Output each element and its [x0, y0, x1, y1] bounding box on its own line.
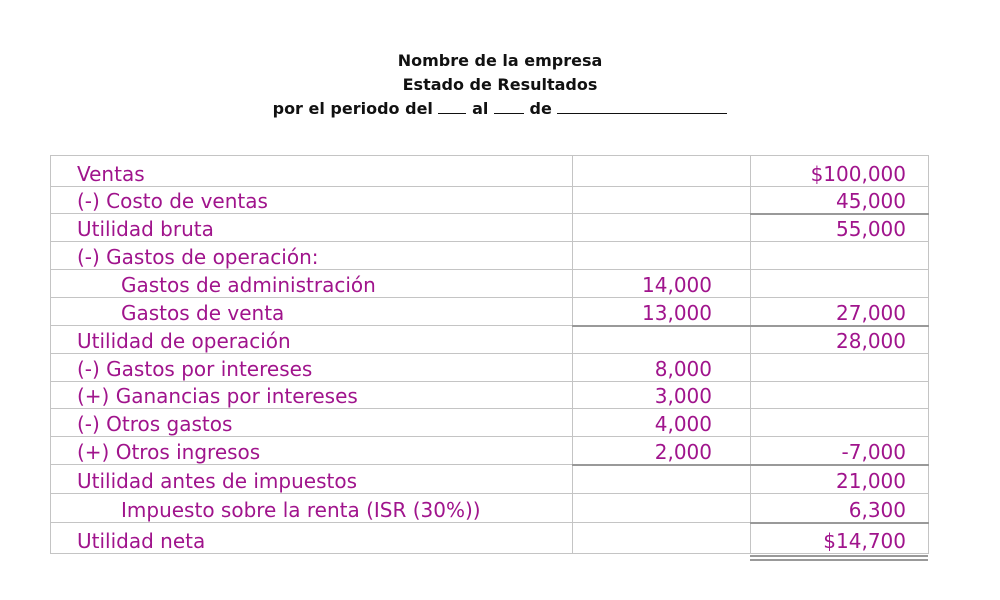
table-row — [51, 270, 929, 298]
row-total-amount: 27,000 — [751, 298, 929, 326]
row-label: (+) Ganancias por intereses — [51, 382, 573, 409]
row-detail-amount: 8,000 — [573, 354, 751, 382]
row-detail-amount — [573, 465, 751, 494]
period-al: al — [472, 99, 489, 118]
table-row — [51, 382, 929, 409]
row-detail-amount: 4,000 — [573, 409, 751, 437]
table-row — [51, 409, 929, 437]
row-label: Utilidad bruta — [51, 214, 573, 242]
row-label: Ventas — [51, 156, 573, 187]
row-label: Utilidad antes de impuestos — [51, 465, 573, 494]
table-row — [51, 242, 929, 270]
row-total-amount — [751, 354, 929, 382]
table-row — [51, 354, 929, 382]
company-name: Nombre de la empresa — [397, 51, 603, 70]
row-total-amount — [751, 409, 929, 437]
row-detail-amount: 3,000 — [573, 382, 751, 409]
row-label: Impuesto sobre la renta (ISR (30%)) — [51, 494, 573, 523]
period-prefix: por el periodo del — [272, 99, 433, 118]
row-label: (-) Otros gastos — [51, 409, 573, 437]
row-label: (-) Costo de ventas — [51, 187, 573, 214]
row-total-amount: -7,000 — [751, 437, 929, 465]
row-total-amount: $14,700 — [751, 523, 929, 554]
double-underline — [750, 555, 928, 561]
row-detail-amount — [573, 156, 751, 187]
row-total-amount — [751, 382, 929, 409]
row-detail-amount — [573, 326, 751, 354]
table-row — [51, 298, 929, 326]
row-detail-amount: 2,000 — [573, 437, 751, 465]
table-row — [51, 465, 929, 494]
row-label: (+) Otros ingresos — [51, 437, 573, 465]
row-total-amount: 45,000 — [751, 187, 929, 214]
row-detail-amount — [573, 494, 751, 523]
table-row — [51, 187, 929, 214]
row-label: Utilidad de operación — [51, 326, 573, 354]
table-row — [51, 156, 929, 187]
table-row — [51, 214, 929, 242]
table-row — [51, 326, 929, 354]
row-detail-amount: 14,000 — [573, 270, 751, 298]
row-detail-amount — [573, 242, 751, 270]
row-total-amount: 28,000 — [751, 326, 929, 354]
statement-title: Estado de Resultados — [402, 75, 598, 94]
period-de: de — [529, 99, 552, 118]
period-line — [0, 98, 1000, 120]
row-label: Gastos de venta — [51, 298, 573, 326]
row-total-amount: 6,300 — [751, 494, 929, 523]
period-year-blank — [557, 99, 727, 114]
row-total-amount: 21,000 — [751, 465, 929, 494]
table-row — [51, 494, 929, 523]
row-label: Utilidad neta — [51, 523, 573, 554]
row-detail-amount — [573, 214, 751, 242]
row-detail-amount — [573, 523, 751, 554]
period-end-blank — [494, 99, 524, 114]
row-label: (-) Gastos por intereses — [51, 354, 573, 382]
table-row — [51, 523, 929, 554]
row-total-amount — [751, 242, 929, 270]
period-start-blank — [438, 99, 466, 114]
table-row — [51, 437, 929, 465]
row-label: (-) Gastos de operación: — [51, 242, 573, 270]
row-detail-amount — [573, 187, 751, 214]
row-detail-amount: 13,000 — [573, 298, 751, 326]
row-total-amount: $100,000 — [751, 156, 929, 187]
row-label: Gastos de administración — [51, 270, 573, 298]
row-total-amount — [751, 270, 929, 298]
income-statement-table — [50, 155, 929, 554]
row-total-amount: 55,000 — [751, 214, 929, 242]
